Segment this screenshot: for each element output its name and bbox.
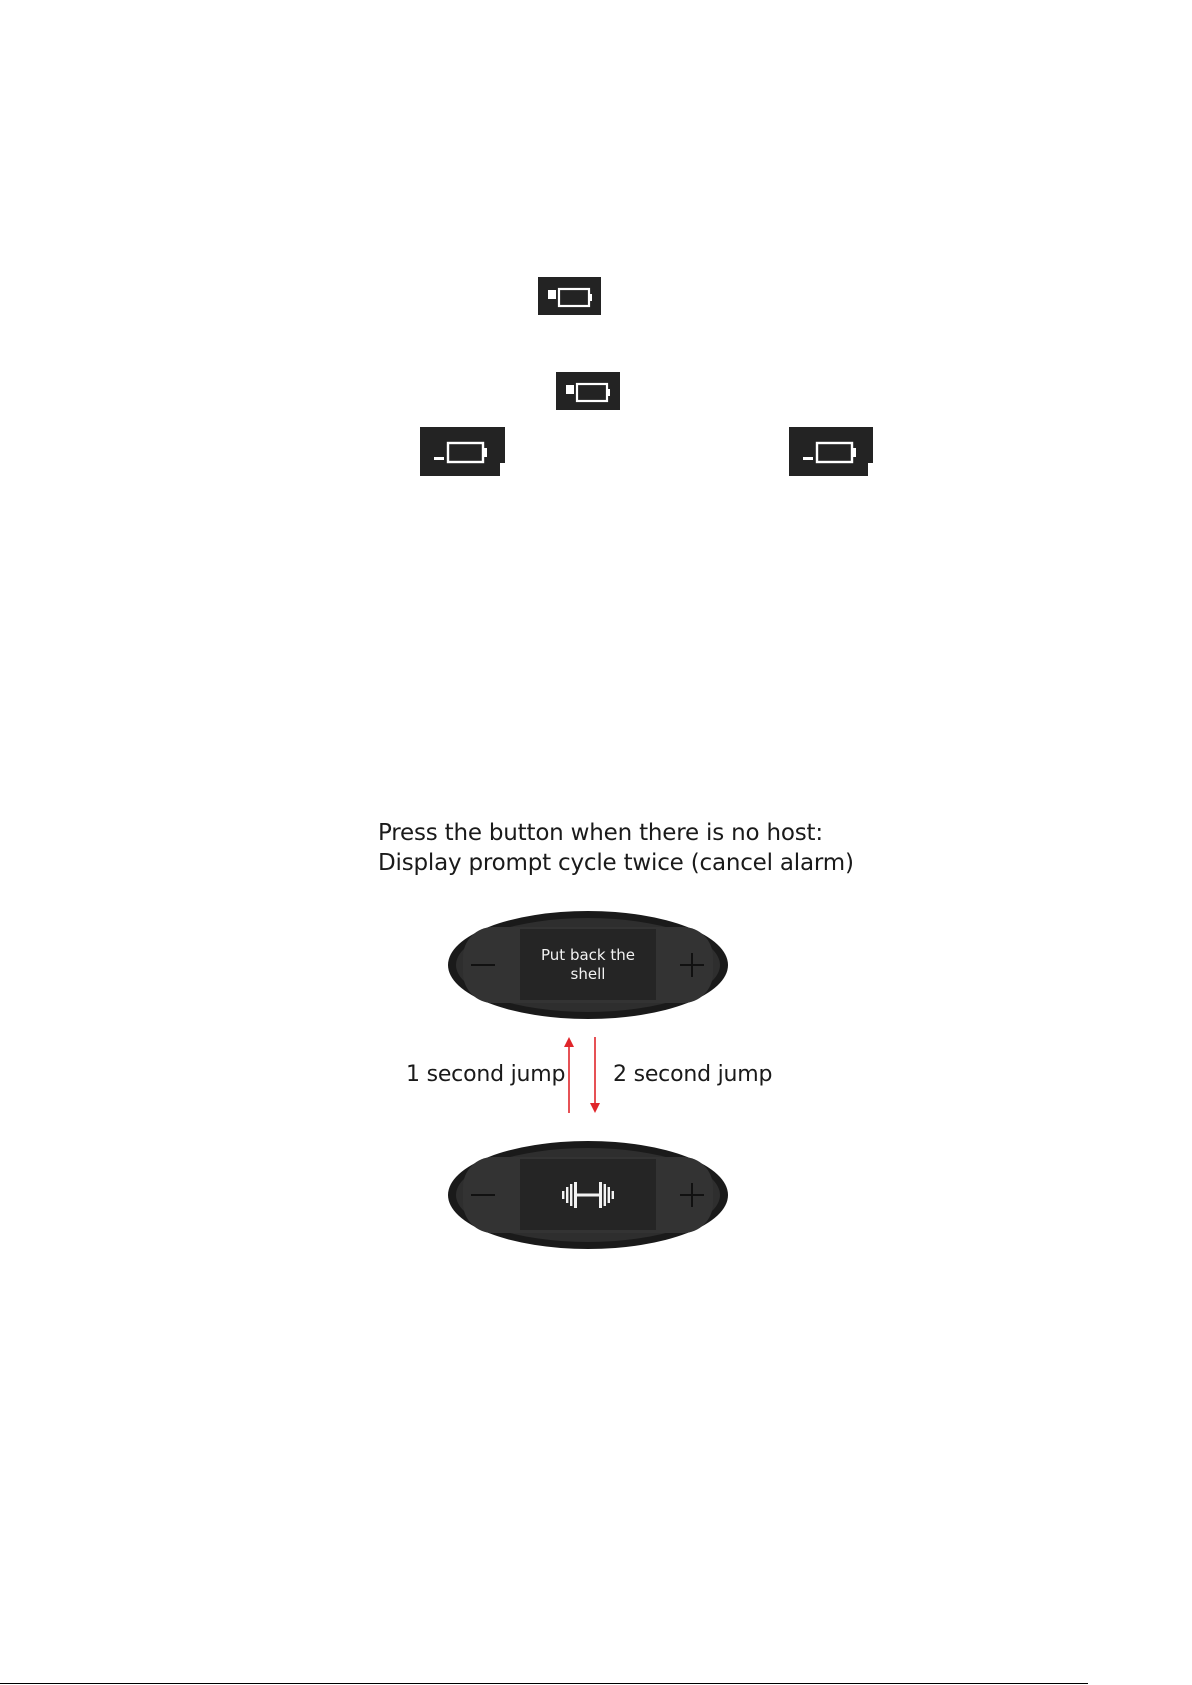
plus-button[interactable]: [675, 948, 709, 982]
plus-icon: [678, 951, 706, 979]
caption-line-2: Display prompt cycle twice (cancel alarm): [378, 850, 854, 876]
instruction-caption: [378, 818, 898, 878]
device-display-bottom: [448, 1140, 728, 1250]
page-footer-rule: [0, 1683, 1088, 1684]
battery-low-icon: [556, 372, 620, 410]
device-screen: [520, 1159, 656, 1230]
battery-low-icon: [538, 277, 601, 315]
device-screen: [520, 929, 656, 1000]
screen-message: Put back the shell: [541, 945, 635, 983]
minus-icon: [469, 951, 497, 979]
device-display-top: [448, 910, 728, 1020]
caption-line-1: Press the button when there is no host:: [378, 820, 823, 846]
down-transition-label: 2 second jump: [613, 1062, 773, 1087]
minus-button[interactable]: [466, 948, 500, 982]
up-transition-label: 1 second jump: [406, 1062, 566, 1087]
arrow-down: [588, 1037, 602, 1113]
dumbbell-icon: [558, 1180, 618, 1210]
battery-empty-icon: [420, 427, 505, 476]
plus-button[interactable]: [675, 1178, 709, 1212]
plus-icon: [678, 1181, 706, 1209]
minus-button[interactable]: [466, 1178, 500, 1212]
battery-empty-icon: [789, 427, 873, 476]
minus-icon: [469, 1181, 497, 1209]
